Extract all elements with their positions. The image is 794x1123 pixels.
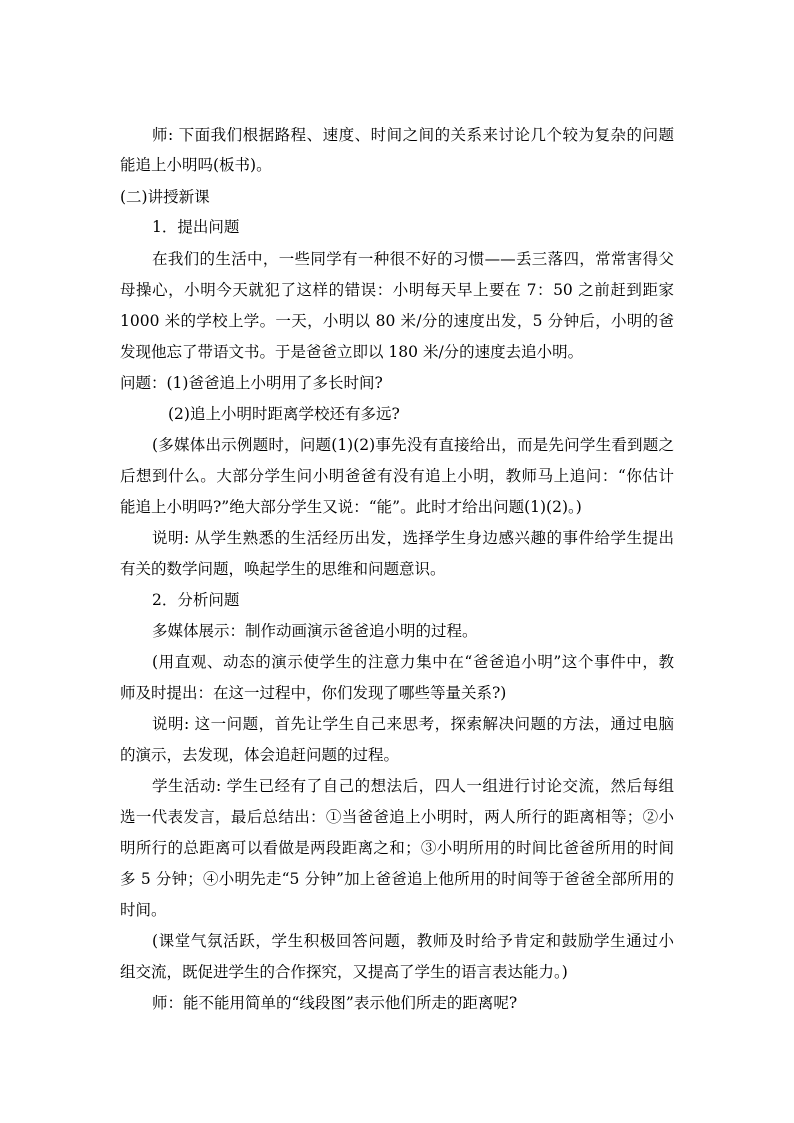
paragraph-line: 说明: 这一问题，首先让学生自己来思考，探索解决问题的方法，通过电脑 [152,715,674,733]
paragraph-line: 组交流，既促进学生的合作探究，又提高了学生的语言表达能力。) [120,963,568,981]
subsection-heading: 1．提出问题 [152,218,240,236]
subsection-heading: 2．分析问题 [152,591,240,609]
question-line: (2)追上小明时距离学校还有多远? [168,405,400,423]
paragraph-line: 选一代表发言，最后总结出：①当爸爸追上小明时，两人所行的距离相等；②小 [120,808,674,826]
section-heading: (二)讲授新课 [120,188,210,206]
paragraph-line: (多媒体出示例题时，问题(1)(2)事先没有直接给出，而是先问学生看到题之 [152,436,674,454]
paragraph-line: 学生活动: 学生已经有了自己的想法后，四人一组进行讨论交流，然后每组 [152,777,674,795]
paragraph-line: 的演示，去发现，体会追赶问题的过程。 [120,746,400,764]
question-line: 问题：(1)爸爸追上小明用了多长时间? [120,374,383,392]
paragraph-line: 师及时提出：在这一过程中，你们发现了哪些等量关系?) [120,684,507,702]
paragraph-line: (用直观、动态的演示使学生的注意力集中在“爸爸追小明”这个事件中，教 [152,653,674,671]
paragraph-line: (课堂气氛活跃，学生积极回答问题，教师及时给予肯定和鼓励学生通过小 [152,932,674,950]
paragraph-line: 师: 下面我们根据路程、速度、时间之间的关系来讨论几个较为复杂的问题 [152,126,674,144]
paragraph-line: 师：能不能用简单的“线段图”表示他们所走的距离呢? [152,994,518,1012]
paragraph-line: 能追上小明吗?”绝大部分学生又说：“能”。此时才给出问题(1)(2)。) [120,498,582,516]
paragraph-line: 母操心，小明今天就犯了这样的错误：小明每天早上要在 7：50 之前赶到距家 [120,281,674,299]
paragraph-line: 多媒体展示：制作动画演示爸爸追小明的过程。 [152,622,478,640]
paragraph-line: 多 5 分钟；④小明先走“5 分钟”加上爸爸追上他所用的时间等于爸爸全部所用的 [120,870,674,888]
paragraph-line: 有关的数学问题，唤起学生的思维和问题意识。 [120,560,446,578]
paragraph-line: 1000 米的学校上学。一天，小明以 80 米/分的速度出发，5 分钟后，小明的爸 [120,312,674,330]
paragraph-line: 能追上小明吗(板书)。 [120,156,272,174]
paragraph-line: 明所行的总距离可以看做是两段距离之和；③小明所用的时间比爸爸所用的时间 [120,839,674,857]
paragraph-line: 时间。 [120,901,167,919]
paragraph-line: 发现他忘了带语文书。于是爸爸立即以 180 米/分的速度去追小明。 [120,343,584,361]
paragraph-line: 在我们的生活中，一些同学有一种很不好的习惯——丢三落四，常常害得父 [152,250,674,268]
paragraph-line: 后想到什么。大部分学生问小明爸爸有没有追上小明，教师马上追问：“你估计 [120,467,674,485]
paragraph-line: 说明: 从学生熟悉的生活经历出发，选择学生身边感兴趣的事件给学生提出 [152,529,674,547]
